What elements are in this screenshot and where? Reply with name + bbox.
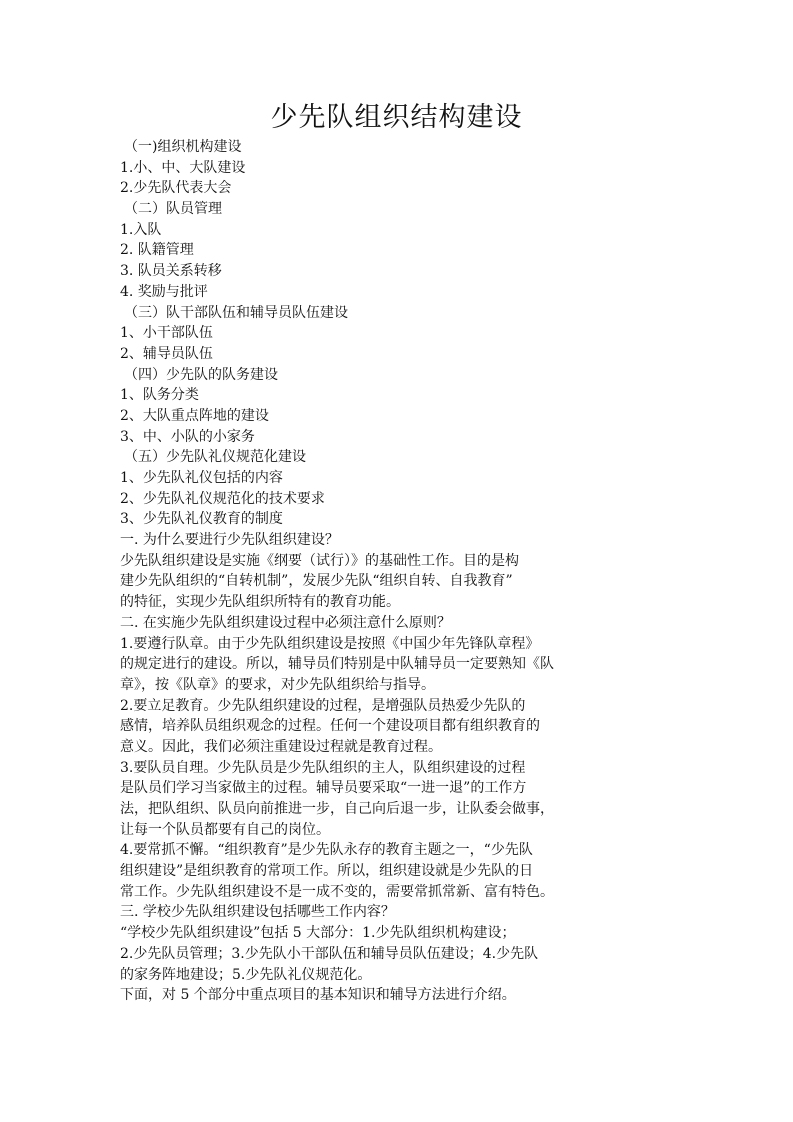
text-line: 1.要遵行队章。由于少先队组织建设是按照《中国少年先锋队章程》 xyxy=(120,635,540,652)
text-line: 三. 学校少先队组织建设包括哪些工作内容？ xyxy=(120,904,395,921)
text-line: 二. 在实施少先队组织建设过程中必须注意什么原则？ xyxy=(120,614,451,631)
text-line: 少先队组织建设是实施《纲要（试行）》的基础性工作。目的是构 xyxy=(120,552,519,569)
text-line: 1.入队 xyxy=(120,221,162,238)
text-line: 3、少先队礼仪教育的制度 xyxy=(120,511,283,528)
text-line: （四）少先队的队务建设 xyxy=(124,366,278,383)
text-line: 常工作。少先队组织建设不是一成不变的，需要常抓常新、富有特色。 xyxy=(120,883,554,900)
text-line: 的规定进行的建设。所以，辅导员们特别是中队辅导员一定要熟知《队 xyxy=(120,656,554,673)
text-line: 组织建设”是组织教育的常项工作。所以，组织建设就是少先队的日 xyxy=(120,863,534,880)
text-line: （五）少先队礼仪规范化建设 xyxy=(124,449,306,466)
text-line: 建少先队组织的“自转机制”，发展少先队“组织自转、自我教育” xyxy=(120,573,513,590)
text-line: 感情，培养队员组织观念的过程。任何一个建设项目都有组织教育的 xyxy=(120,718,540,735)
text-line: 1.小、中、大队建设 xyxy=(120,159,246,176)
text-line: 3、中、小队的小家务 xyxy=(120,428,255,445)
text-line: 让每一个队员都要有自己的岗位。 xyxy=(120,821,330,838)
text-line: （三）队干部队伍和辅导员队伍建设 xyxy=(124,304,348,321)
document-title: 少先队组织结构建设 xyxy=(270,102,523,133)
text-line: 2.少先队员管理；3.少先队小干部队伍和辅导员队伍建设；4.少先队 xyxy=(120,945,539,962)
text-line: 2. 队籍管理 xyxy=(120,242,194,259)
text-line: 2.少先队代表大会 xyxy=(120,180,232,197)
text-line: 2、少先队礼仪规范化的技术要求 xyxy=(120,490,325,507)
text-line: （二）队员管理 xyxy=(124,201,222,218)
text-line: 4.要常抓不懈。“组织教育”是少先队永存的教育主题之一，“少先队 xyxy=(120,842,533,859)
text-line: 2、辅导员队伍 xyxy=(120,345,213,362)
text-line: 3.要队员自理。少先队员是少先队组织的主人，队组织建设的过程 xyxy=(120,759,526,776)
text-line: 4. 奖励与批评 xyxy=(120,283,208,300)
document-body xyxy=(120,137,620,1006)
text-line: 一. 为什么要进行少先队组织建设？ xyxy=(120,532,339,549)
text-line: 下面，对 5 个部分中重点项目的基本知识和辅导方法进行介绍。 xyxy=(120,987,516,1004)
text-line: 法，把队组织、队员向前推进一步，自己向后退一步，让队委会做事， xyxy=(120,801,554,817)
text-line: 1、少先队礼仪包括的内容 xyxy=(120,470,283,486)
text-line: 2.要立足教育。少先队组织建设的过程，是增强队员热爱少先队的 xyxy=(120,697,526,714)
text-line: 1、队务分类 xyxy=(120,387,199,404)
text-line: 2、大队重点阵地的建设 xyxy=(120,407,269,424)
text-line: 意义。因此，我们必须注重建设过程就是教育过程。 xyxy=(120,738,442,755)
text-line: 1、小干部队伍 xyxy=(120,325,213,342)
text-line: 的家务阵地建设；5.少先队礼仪规范化。 xyxy=(120,966,372,983)
text-line: 是队员们学习当家做主的过程。辅导员要采取“一进一退”的工作方 xyxy=(120,780,527,797)
text-line: 3. 队员关系转移 xyxy=(120,263,222,280)
text-line: 的特征，实现少先队组织所特有的教育功能。 xyxy=(120,594,400,611)
text-line: 章》，按《队章》的要求，对少先队组织给与指导。 xyxy=(120,676,435,693)
text-line: “学校少先队组织建设”包括 5 大部分：1.少先队组织机构建设； xyxy=(120,925,516,942)
text-line: （一)组织机构建设 xyxy=(124,139,242,155)
